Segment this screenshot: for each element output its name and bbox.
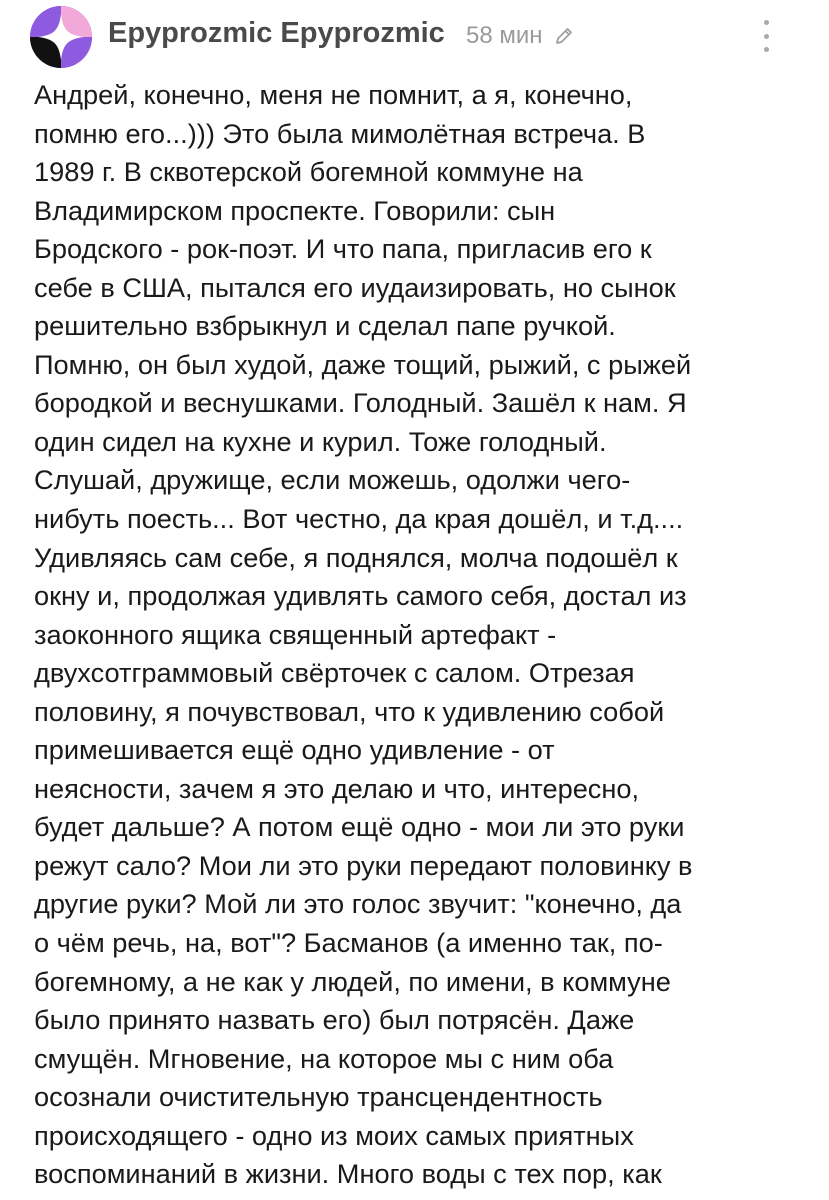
comment-text-line: Слушай, дружище, если можешь, одолжи чего- bbox=[34, 464, 631, 496]
comment-text-line: себе в США, пытался его иудаизировать, но сынок bbox=[34, 271, 676, 303]
author-name[interactable]: Epyprozmic Epyprozmic bbox=[108, 17, 445, 49]
comment-text-line: окну и, продолжая удивлять самого себя, достал из bbox=[34, 580, 687, 612]
pencil-icon bbox=[553, 25, 575, 47]
comment-text bbox=[34, 76, 809, 1194]
comment-text-line: осознали очистительную трансцендентность bbox=[34, 1081, 603, 1113]
comment-text-line: было принято назвать его) был потрясён. Даже bbox=[34, 1004, 635, 1036]
avatar[interactable] bbox=[30, 6, 92, 68]
comment-text-line: Бродского - рок-поэт. И что папа, пригласив его к bbox=[34, 233, 652, 265]
comment-text-line: двухсотграммовый свёрточек с салом. Отрезая bbox=[34, 657, 635, 689]
comment-text-line: о чём речь, на, вот"? Басманов (а именно так, по- bbox=[34, 927, 663, 959]
comment-text-line: бородкой и веснушками. Голодный. Зашёл к нам. Я bbox=[34, 387, 687, 419]
vertical-dots-icon bbox=[764, 20, 769, 25]
comment-text-line: Помню, он был худой, даже тощий, рыжий, с рыжей bbox=[34, 348, 692, 380]
comment-text-line: воспоминаний в жизни. Много воды с тех пор, как bbox=[34, 1158, 662, 1190]
comment-text-line: Удивляясь сам себе, я поднялся, молча подошёл к bbox=[34, 541, 678, 573]
comment-text-line: неясности, зачем я это делаю и что, интересно, bbox=[34, 772, 640, 804]
avatar-image bbox=[30, 6, 92, 68]
comment-text-line: будет дальше? А потом ещё одно - мои ли это руки bbox=[34, 811, 685, 843]
comment-text-line: половину, я почувствовал, что к удивлению собой bbox=[34, 695, 665, 727]
comment-text-line: примешивается ещё одно удивление - от bbox=[34, 734, 555, 766]
comment-meta bbox=[466, 22, 575, 50]
more-options-button[interactable] bbox=[752, 20, 780, 52]
comment-text-line: смущён. Мгновение, на которое мы с ним оба bbox=[34, 1042, 614, 1074]
comment-text-line: нибуть поесть... Вот честно, да края дошёл, и т.д.... bbox=[34, 503, 684, 535]
comment-text-line: Владимирском проспекте. Говорили: сын bbox=[34, 194, 556, 226]
comment-text-line: заоконного ящика священный артефакт - bbox=[34, 618, 557, 650]
vertical-dots-icon-dot bbox=[764, 34, 769, 39]
comment-text-line: режут сало? Мои ли это руки передают половинку в bbox=[34, 849, 693, 881]
comment-text-line: происходящего - одно из моих самых приятных bbox=[34, 1119, 634, 1151]
comment-text-line: решительно взбрыкнул и сделал папе ручкой. bbox=[34, 310, 616, 342]
comment-text-line: богемному, а не как у людей, по имени, в коммуне bbox=[34, 965, 671, 997]
comment-text-line: Андрей, конечно, меня не помнит, а я, конечно, bbox=[34, 79, 633, 110]
comment-text-line: 1989 г. В сквотерской богемной коммуне на bbox=[34, 156, 583, 188]
comment-timestamp: 58 мин bbox=[466, 22, 543, 49]
comment-header bbox=[0, 0, 829, 78]
comment-text-line: другие руки? Мой ли это голос звучит: "конечно, да bbox=[34, 888, 682, 920]
vertical-dots-icon-dot bbox=[764, 47, 769, 52]
comment-text-line: один сидел на кухне и курил. Тоже голодный. bbox=[34, 425, 607, 457]
comment-text-line: помню его...))) Это была мимолётная встреча. В bbox=[34, 117, 646, 149]
